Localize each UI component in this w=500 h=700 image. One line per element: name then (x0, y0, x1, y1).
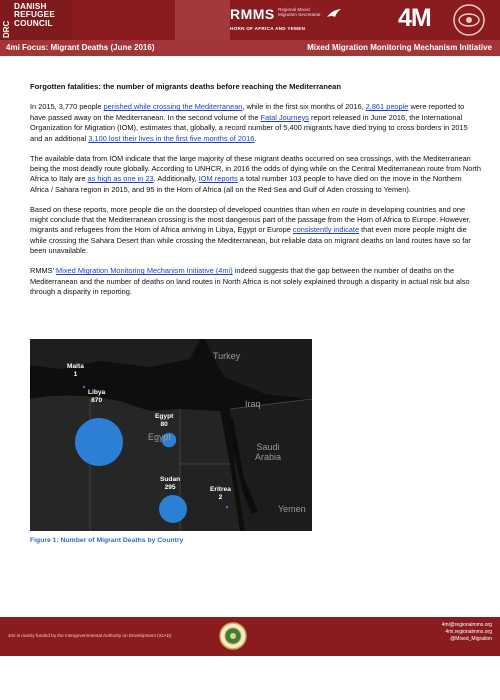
country-value: 80 (160, 420, 168, 428)
geo-label: Saudi Arabia (254, 442, 281, 462)
text-run: . (254, 133, 257, 143)
link-consistently-indicate[interactable]: consistently indicate (292, 225, 360, 235)
drc-name-line: COUNCIL (14, 18, 53, 28)
text-run: Based on these reports, more people die on the doorstep of developed countries than when (30, 204, 332, 214)
link-mediterranean-deaths[interactable]: perished while crossing the Mediterranean (103, 102, 243, 112)
country-name: Sudan (160, 476, 181, 483)
funding-note: 4mi is mainly funded by the Intergovernmental Authority on Development (IGAD) (8, 633, 172, 638)
geo-label: Yemen (278, 504, 306, 514)
country-name: Eritrea (210, 486, 231, 493)
geo-label: Iraq (245, 399, 261, 409)
paragraph-1 (30, 102, 482, 144)
text-run: were reported to have passed away on the Mediterranean. In the second volume of the (30, 102, 465, 122)
article-body (30, 82, 482, 307)
drc-vertical-text: DRC (2, 20, 11, 38)
region-map-graphic (175, 0, 230, 40)
page-header (0, 0, 500, 40)
drc-logo (0, 0, 72, 40)
contact-website[interactable]: 4mi.regionalmms.org (445, 629, 492, 635)
figure-caption: Figure 1: Number of Migrant Deaths by Country (30, 537, 184, 544)
country-label-libya (88, 389, 105, 405)
link-3100-lost-lives[interactable]: 3,100 lost their lives in the first five months of 2016 (88, 133, 255, 143)
country-value: 1 (73, 370, 78, 378)
text-run: RMMS' (30, 266, 57, 276)
geo-label: Turkey (213, 351, 241, 361)
bubble-sudan (159, 495, 187, 523)
initiative-name: Mixed Migration Monitoring Mechanism Initiative (307, 43, 492, 52)
migrant-deaths-map (30, 339, 312, 531)
rmms-subtitle: Regional Mixed Migration Secretariat (278, 7, 321, 17)
country-value: 295 (164, 483, 176, 491)
rmms-logo (230, 5, 350, 35)
geo-label: Egypt (148, 432, 172, 442)
country-name: Malta (67, 363, 84, 370)
igad-seal-icon (219, 622, 247, 650)
4m-logo: 4M (398, 4, 431, 32)
eye-emblem-icon (452, 3, 486, 37)
rmms-region: HORN OF AFRICA AND YEMEN (230, 26, 306, 31)
text-run: In 2015, 3,770 people (30, 102, 104, 112)
text-run: that even more people might die while crossing the Sahara Desert than while crossing the Mediterranean, but reliable data on migrant deaths on land routes have so far been unavailable. (30, 225, 471, 256)
drc-org-name (14, 3, 55, 28)
country-label-malta (67, 363, 84, 379)
text-run: The available data from IOM indicate that the large majority of these migrant deaths occurred on sea crossings, with the Mediterranean being the most deadly route globally. According to UNHCR, in 2016 the odds of dying while on the Central Mediterranean route from North Africa to Italy are (30, 153, 481, 184)
italic-run: en route (331, 204, 359, 214)
bubble-malta (83, 386, 85, 388)
text-run: indeed suggests that the gap between the number of deaths on the Mediterranean and the number of deaths on land routes in North Africa is not solely explained through a disparity in actual risk but also through a disparity in reporting. (30, 266, 470, 296)
bubble-eritrea (226, 506, 228, 508)
text-run: a total number 103 people to have died on the move in the Northern Africa / Sahara region in 2015, and 95 in the Horn of Africa (all on the Red Sea and Gulf of Aden crossing to Yemen). (30, 174, 462, 194)
country-label-egypt (155, 413, 173, 429)
country-name: Libya (88, 389, 106, 396)
link-2861-people[interactable]: 2,861 people (365, 102, 409, 112)
drc-name-line: DANISH (14, 2, 47, 11)
bird-icon (326, 8, 342, 20)
page-footer (0, 617, 500, 656)
text-run: , while in the first six months of 2016, (242, 102, 366, 112)
paragraph-4 (30, 266, 482, 297)
rmms-title: RMMS (230, 6, 275, 22)
contact-twitter[interactable]: @Mixed_Migration (450, 636, 492, 642)
text-run: . Additionally, (153, 174, 199, 184)
text-run: report released in June 2016, the International Organization for Migration (IOM), estimates that, globally, a record number of 5,400 migrants have died trying to cross borders in 2015 and an additional (30, 112, 468, 143)
link-one-in-23[interactable]: as high as one in 23 (87, 174, 154, 184)
link-4mi-initiative[interactable]: Mixed Migration Monitoring Mechanism Initiative (4mi) (56, 266, 233, 276)
country-value: 2 (218, 493, 223, 501)
drc-name-line: REFUGEE (14, 10, 55, 20)
country-label-sudan (160, 476, 180, 492)
bubble-libya (75, 418, 123, 466)
country-label-eritrea (210, 486, 231, 502)
text-run: in developing countries and one might conclude that the Mediterranean crossing is the most dangerous part of the passage from the Horn of Africa to Europe. However, migrants and refugees from the Horn of Africa arriving in Libya, Egypt or Europe (30, 204, 471, 235)
country-name: Egypt (155, 413, 174, 420)
header-strip (0, 40, 500, 56)
article-heading: Forgotten fatalities: the number of migrants deaths before reaching the Mediterranean (30, 82, 341, 91)
paragraph-3 (30, 205, 482, 257)
contact-email[interactable]: 4mi@regionalmms.org (441, 622, 492, 628)
report-title: 4mi Focus: Migrant Deaths (June 2016) (6, 43, 155, 52)
country-value: 870 (91, 396, 103, 404)
contact-info (442, 622, 492, 643)
paragraph-2 (30, 154, 482, 196)
link-fatal-journeys[interactable]: Fatal Journeys (260, 112, 309, 122)
link-iom-reports[interactable]: IOM reports (198, 174, 238, 184)
